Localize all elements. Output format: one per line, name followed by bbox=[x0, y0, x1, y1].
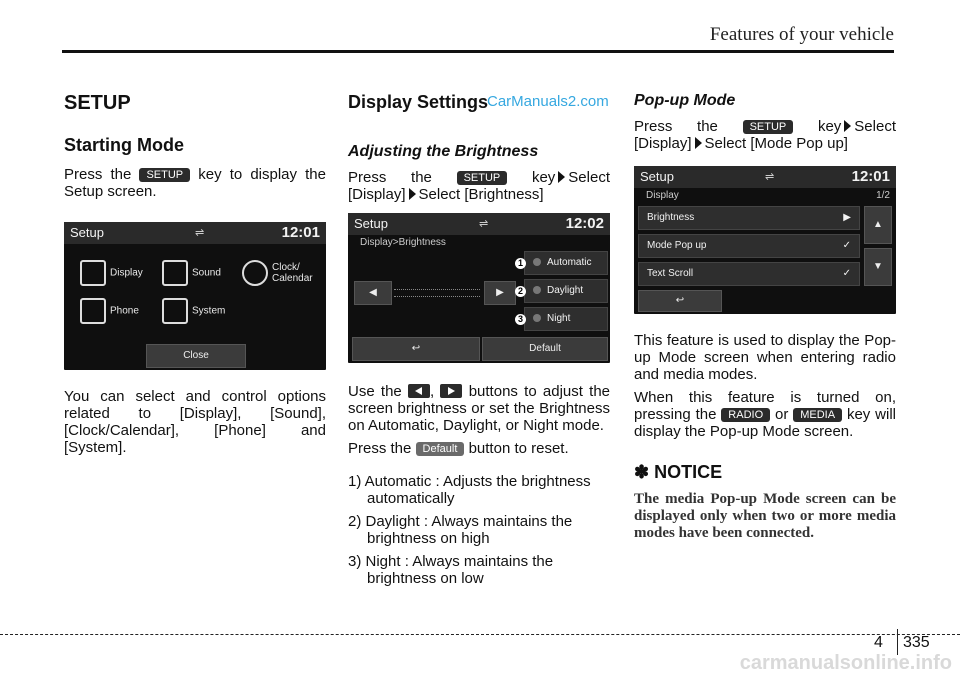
header-title: Features of your vehicle bbox=[709, 24, 894, 45]
notice-body: The media Pop-up Mode screen can be displayed only when two or more media modes have been connected. bbox=[634, 491, 896, 541]
arrow-icon bbox=[409, 188, 416, 200]
starting-mode-instruction: Press the SETUP key to display the Setup screen. bbox=[64, 166, 326, 200]
right-arrow-button-icon bbox=[440, 384, 462, 398]
screen-status-bar: Setup ⇌ 12:02 bbox=[348, 213, 610, 235]
arrow-icon bbox=[695, 137, 702, 149]
notice-title: ✽ NOTICE bbox=[634, 462, 723, 482]
phone-icon bbox=[80, 298, 106, 324]
header-rule bbox=[62, 50, 894, 53]
brightness-down-icon: ◀ bbox=[354, 281, 392, 305]
popup-instruction: Press the SETUP key Select [Display] Select [Mode Pop up] bbox=[634, 118, 896, 152]
page-number: 335 bbox=[903, 634, 930, 651]
screen-status-bar: Setup ⇌ 12:01 bbox=[634, 166, 896, 188]
mode-automatic: Automatic bbox=[524, 251, 608, 275]
default-key: Default bbox=[416, 442, 465, 456]
tile-display: Display bbox=[80, 260, 143, 286]
chevron-right-icon: ▶ bbox=[843, 212, 851, 223]
scroll-down-icon: ▼ bbox=[864, 248, 892, 286]
tile-system: System bbox=[162, 298, 225, 324]
tile-clock: Clock/ Calendar bbox=[242, 260, 322, 286]
mode-daylight: Daylight bbox=[524, 279, 608, 303]
brightness-buttons-text: Use the , buttons to adjust the screen brightness or set the Brightness on Automatic, Daylight, or Night mode. bbox=[348, 383, 611, 434]
column-starting-mode bbox=[64, 92, 326, 462]
list-item: 1) Automatic : Adjusts the brightness automatically bbox=[348, 473, 591, 507]
reset-text: Press the Default button to reset. bbox=[348, 440, 569, 457]
brightness-instruction: Press the SETUP key Select [Display] Select [Brightness] bbox=[348, 169, 610, 203]
setup-key: SETUP bbox=[743, 120, 794, 134]
brightness-up-icon: ▶ bbox=[484, 281, 516, 305]
radio-key: RADIO bbox=[721, 408, 770, 422]
clock-icon bbox=[242, 260, 268, 286]
scroll-up-icon: ▲ bbox=[864, 206, 892, 244]
arrow-icon bbox=[844, 120, 851, 132]
watermark-top: CarManuals2.com bbox=[487, 93, 609, 110]
tile-phone: Phone bbox=[80, 298, 139, 324]
callout-3: 3 bbox=[515, 314, 526, 325]
usb-icon: ⇌ bbox=[765, 171, 775, 183]
callout-1: 1 bbox=[515, 258, 526, 269]
popup-key-text: When this feature is turned on, pressing the RADIO or MEDIA key will display the Pop-up Mode screen. bbox=[634, 389, 896, 440]
left-arrow-button-icon bbox=[408, 384, 430, 398]
subheading-popup-mode: Pop-up Mode bbox=[634, 92, 736, 109]
arrow-icon bbox=[558, 171, 565, 183]
row-mode-popup: Mode Pop up ✓ bbox=[638, 234, 860, 258]
brightness-screen-image bbox=[348, 213, 610, 363]
default-button: Default bbox=[482, 337, 608, 361]
column-popup-mode bbox=[634, 92, 896, 542]
starting-mode-description: You can select and control options related to [Display], [Sound], [Clock/Calendar], [Phone] and [System]. bbox=[64, 388, 326, 456]
mode-night: Night bbox=[524, 307, 608, 331]
checkmark-icon: ✓ bbox=[842, 240, 851, 251]
back-icon: ↩ bbox=[638, 290, 722, 312]
brightness-modes-list bbox=[348, 473, 610, 587]
display-icon bbox=[80, 260, 106, 286]
radio-dot-icon bbox=[533, 314, 541, 322]
radio-dot-icon bbox=[533, 258, 541, 266]
screen-status-bar: Setup ⇌ 12:01 bbox=[64, 222, 326, 244]
back-icon: ↩ bbox=[352, 337, 480, 361]
media-key: MEDIA bbox=[793, 408, 842, 422]
radio-dot-icon bbox=[533, 286, 541, 294]
column-display-settings bbox=[348, 92, 610, 593]
footer-rule bbox=[0, 634, 960, 635]
setup-screen-image bbox=[64, 222, 326, 370]
checkmark-icon: ✓ bbox=[842, 268, 851, 279]
usb-icon: ⇌ bbox=[195, 227, 205, 239]
heading-starting-mode: Starting Mode bbox=[64, 135, 184, 155]
subheading-brightness: Adjusting the Brightness bbox=[348, 143, 539, 160]
section-title: SETUP bbox=[64, 92, 131, 114]
setup-key: SETUP bbox=[457, 171, 508, 185]
speaker-icon bbox=[162, 260, 188, 286]
row-text-scroll: Text Scroll ✓ bbox=[638, 262, 860, 286]
callout-2: 2 bbox=[515, 286, 526, 297]
list-item: 3) Night : Always maintains the brightness on low bbox=[348, 553, 554, 587]
watermark-bottom: carmanualsonline.info bbox=[739, 652, 952, 674]
popup-screen-image bbox=[634, 166, 896, 314]
setup-key: SETUP bbox=[139, 168, 190, 182]
chapter-number: 4 bbox=[874, 634, 883, 651]
close-button: Close bbox=[146, 344, 246, 368]
usb-icon: ⇌ bbox=[479, 218, 489, 230]
screen-page-indicator: 1/2 bbox=[876, 190, 890, 201]
brightness-scale bbox=[394, 289, 480, 297]
screen-breadcrumb: Display>Brightness bbox=[360, 237, 446, 248]
system-gear-icon bbox=[162, 298, 188, 324]
heading-display-settings: Display Settings bbox=[348, 92, 489, 112]
screen-breadcrumb: Display bbox=[646, 190, 679, 201]
row-brightness: Brightness ▶ bbox=[638, 206, 860, 230]
list-item: 2) Daylight : Always maintains the brightness on high bbox=[348, 513, 573, 547]
tile-sound: Sound bbox=[162, 260, 221, 286]
popup-description: This feature is used to display the Pop-up Mode screen when entering radio and media modes. bbox=[634, 332, 896, 383]
